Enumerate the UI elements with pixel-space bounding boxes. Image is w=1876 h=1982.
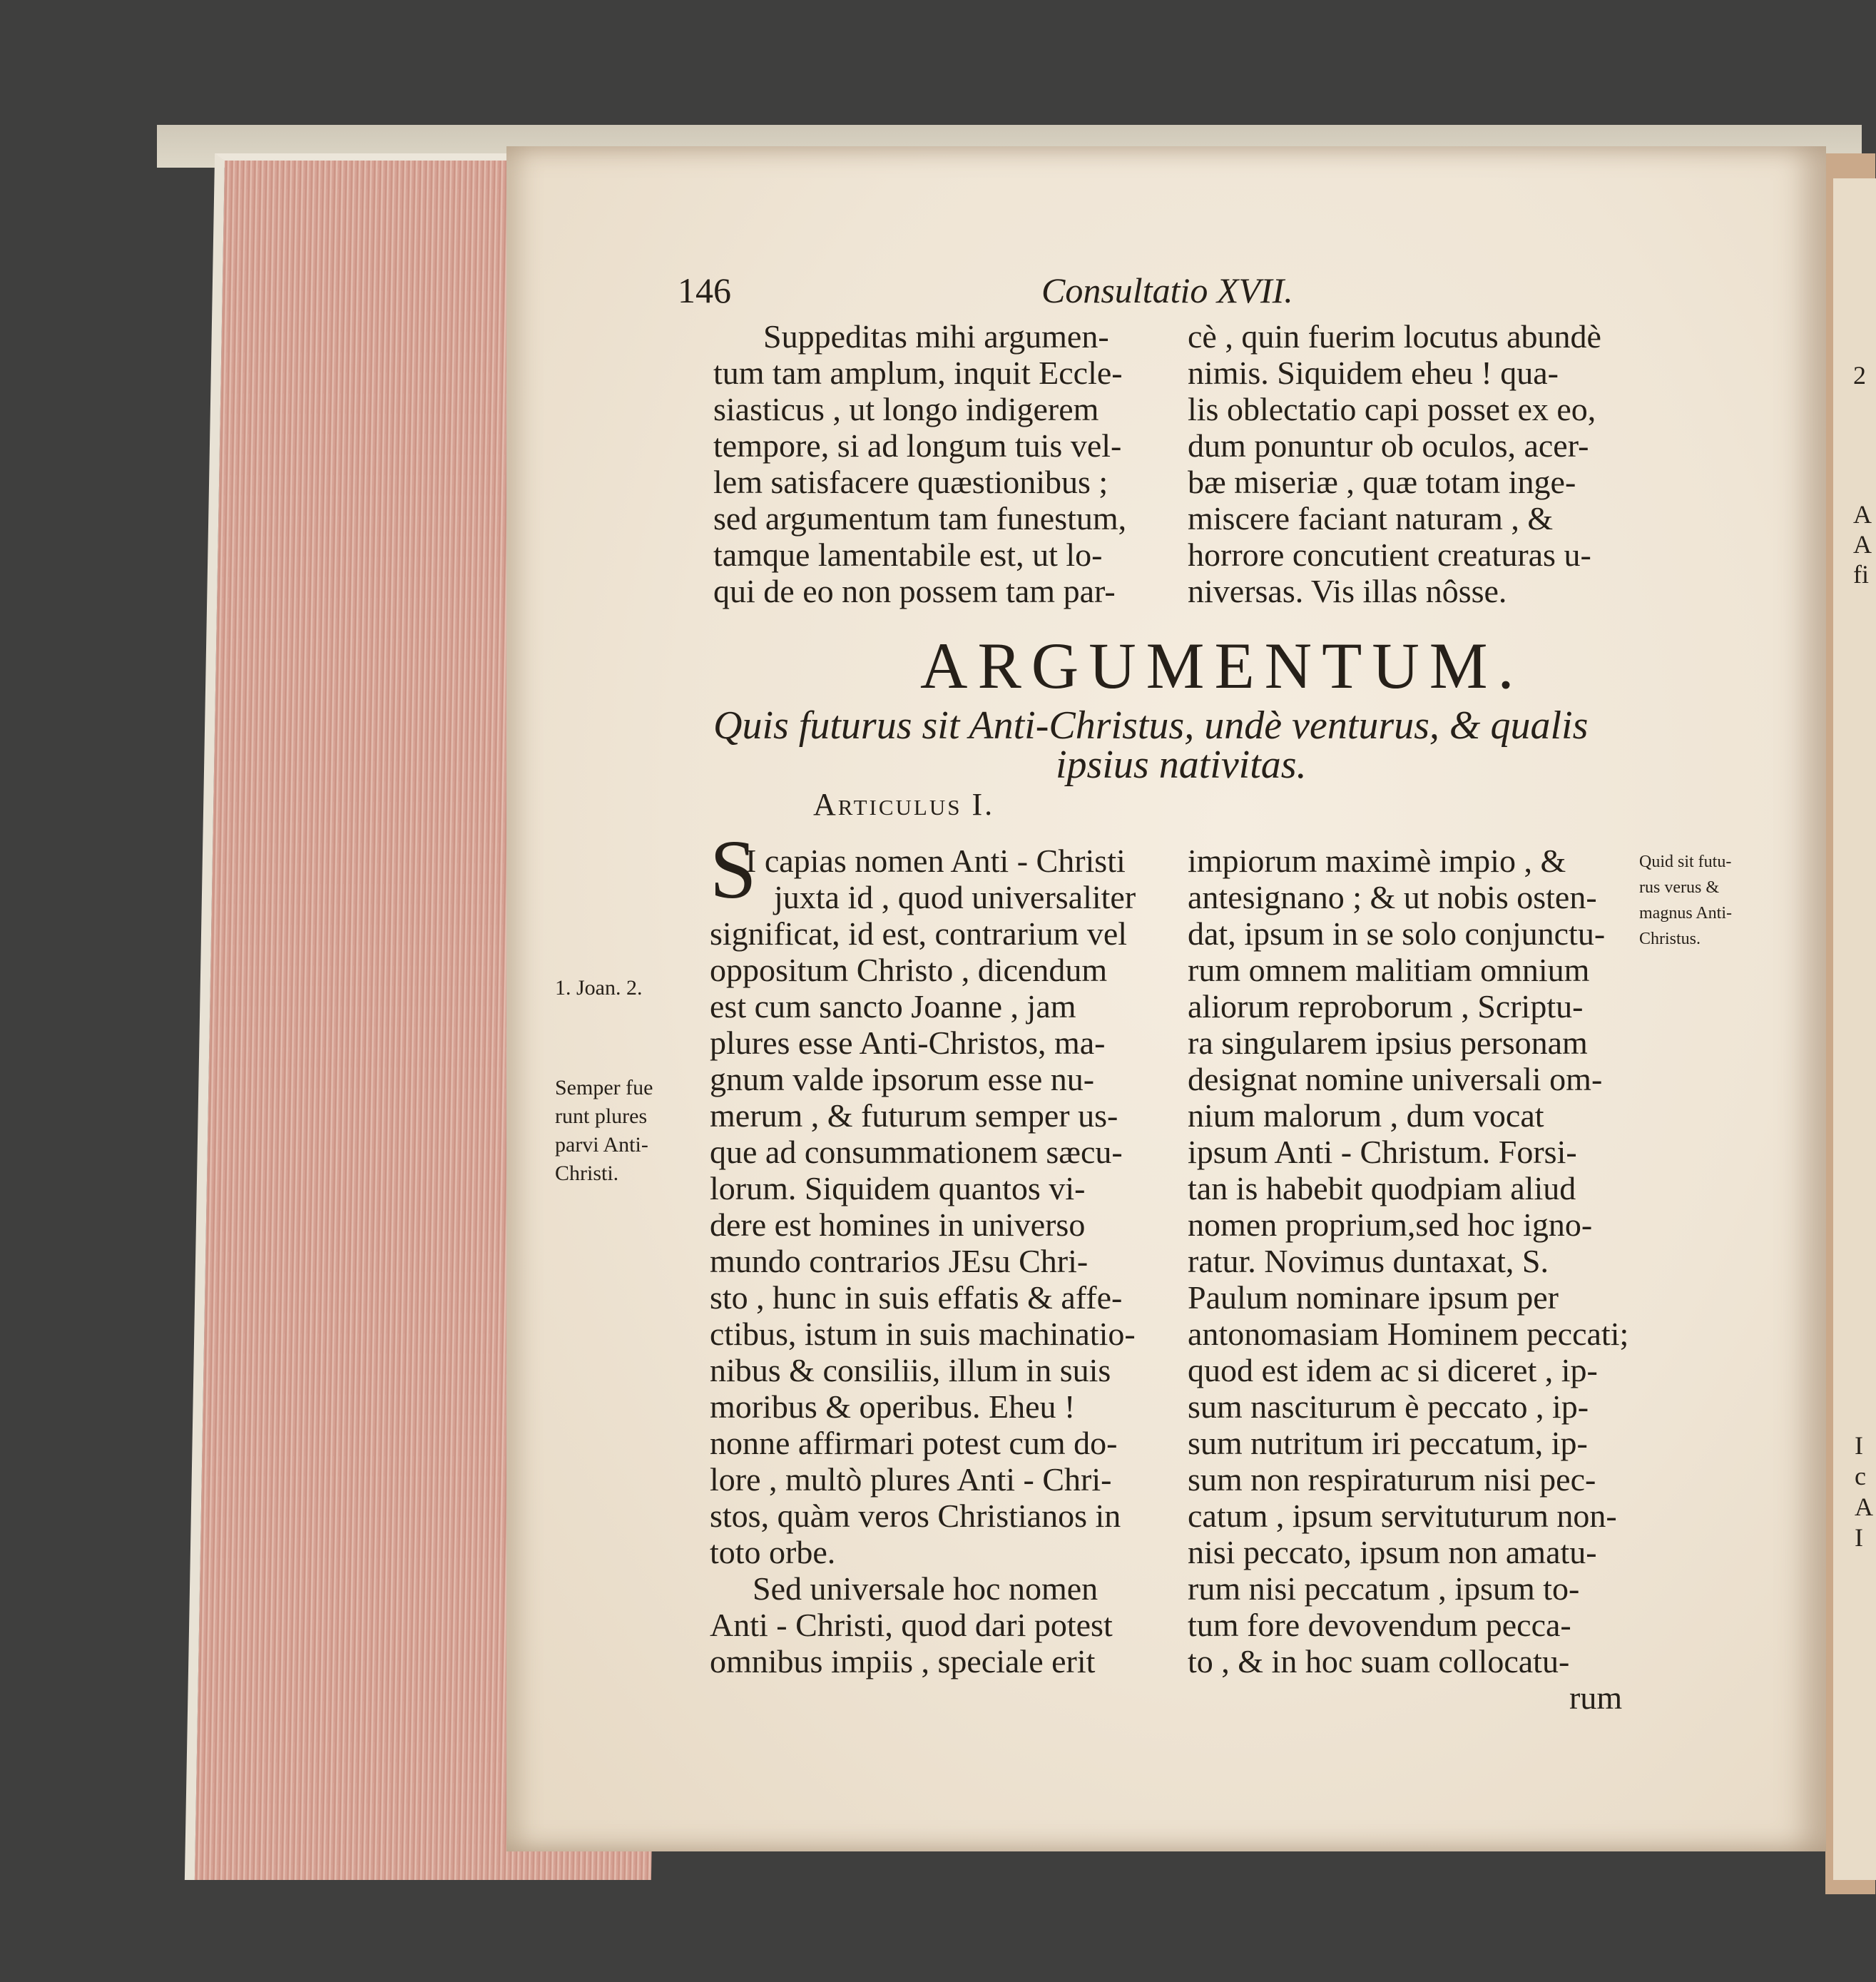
text-line: catum , ipsum servituturum non-: [1188, 1498, 1617, 1534]
text-line: dat, ipsum in se solo conjunctu-: [1188, 915, 1606, 952]
text-line: toto orbe.: [710, 1534, 836, 1570]
text-line: plures esse Anti-Christos, ma-: [710, 1025, 1106, 1061]
text-line: miscere faciant naturam , &: [1188, 500, 1554, 537]
text-line: gnum valde ipsorum esse nu-: [710, 1061, 1095, 1097]
text-line: nomen proprium,sed hoc igno-: [1188, 1206, 1593, 1243]
margin-line: Semper fue: [555, 1076, 653, 1099]
text-line: I capias nomen Anti - Christi: [745, 843, 1126, 879]
margin-reference: 1. Joan. 2.: [555, 976, 643, 1000]
catchword: rum: [1569, 1679, 1623, 1716]
text-line: Sed universale hoc nomen: [753, 1570, 1098, 1607]
text-line: sed argumentum tam funestum,: [713, 500, 1127, 537]
section-title: ARGUMENTUM.: [920, 629, 1524, 702]
text-line: tamque lamentabile est, ut lo-: [713, 537, 1103, 573]
text-line: dum ponuntur ob oculos, acer-: [1188, 427, 1589, 464]
text-line: mundo contrarios JEsu Chri-: [710, 1243, 1089, 1279]
margin-line: parvi Anti-: [555, 1133, 648, 1157]
margin-line: runt plures: [555, 1104, 648, 1128]
text-line: lorum. Siquidem quantos vi-: [710, 1170, 1086, 1206]
text-line: ctibus, istum in suis machinatio-: [710, 1316, 1136, 1352]
text-line: nium malorum , dum vocat: [1188, 1097, 1544, 1134]
text-line: designat nomine universali om-: [1188, 1061, 1603, 1097]
margin-line: rus verus &: [1639, 878, 1719, 897]
running-title: Consultatio XVII.: [1041, 270, 1293, 310]
text-line: nimis. Siquidem eheu ! qua-: [1188, 355, 1559, 391]
intro-left-column: [713, 317, 1163, 610]
text-line: rum omnem malitiam omnium: [1188, 952, 1590, 988]
text-line: to , & in hoc suam collocatu-: [1188, 1643, 1570, 1679]
page-number: 146: [678, 270, 731, 310]
body-right-column: [1188, 842, 1644, 1741]
facing-page-edge: [1833, 178, 1876, 1880]
text-line: ipsum Anti - Christum. Forsi-: [1188, 1134, 1577, 1170]
margin-note-right: [1639, 849, 1760, 963]
facing-page-fragment: A: [1853, 500, 1872, 529]
facing-page-fragment: c: [1855, 1462, 1866, 1490]
text-line: lore , multò plures Anti - Chri-: [710, 1461, 1112, 1498]
text-line: nisi peccato, ipsum non amatu-: [1188, 1534, 1597, 1570]
text-line: tum tam amplum, inquit Eccle-: [713, 355, 1123, 391]
margin-line: Quid sit futu-: [1639, 853, 1732, 871]
text-line: omnibus impiis , speciale erit: [710, 1643, 1096, 1679]
text-line: stos, quàm veros Christianos in: [710, 1498, 1121, 1534]
margin-line: Christus.: [1639, 930, 1701, 948]
text-line: Paulum nominare ipsum per: [1188, 1279, 1559, 1316]
body-left-column: [710, 842, 1159, 1698]
text-line: ra singularem ipsius personam: [1188, 1025, 1588, 1061]
facing-page-fragment: I: [1855, 1523, 1863, 1552]
text-line: lem satisfacere quæstionibus ;: [713, 464, 1108, 500]
text-line: horrore concutient creaturas u-: [1188, 537, 1591, 573]
margin-line: magnus Anti-: [1639, 904, 1732, 923]
text-line: est cum sancto Joanne , jam: [710, 988, 1076, 1025]
facing-page-fragment: A: [1853, 530, 1872, 559]
text-line: significat, id est, contrarium vel: [710, 915, 1128, 952]
text-line: niversas. Vis illas nôsse.: [1188, 573, 1507, 609]
text-line: tan is habebit quodpiam aliud: [1188, 1170, 1576, 1206]
facing-page-fragment: 2: [1853, 361, 1866, 390]
text-line: ratur. Novimus duntaxat, S.: [1188, 1243, 1549, 1279]
margin-line: Christi.: [555, 1162, 619, 1185]
text-line: siasticus , ut longo indigerem: [713, 391, 1099, 427]
margin-note-left: [555, 1074, 683, 1195]
text-line: rum nisi peccatum , ipsum to-: [1188, 1570, 1580, 1607]
text-line: oppositum Christo , dicendum: [710, 952, 1108, 988]
text-line: Anti - Christi, quod dari potest: [710, 1607, 1113, 1643]
text-line: sum non respiraturum nisi pec-: [1188, 1461, 1596, 1498]
text-line: juxta id , quod universaliter: [774, 879, 1136, 915]
intro-right-column: [1188, 317, 1644, 610]
text-line: bæ miseriæ , quæ totam inge-: [1188, 464, 1576, 500]
text-line: tempore, si ad longum tuis vel-: [713, 427, 1122, 464]
text-line: que ad consummationem sæcu-: [710, 1134, 1123, 1170]
facing-page-fragment: fi: [1853, 560, 1869, 589]
section-subtitle-line1: Quis futurus sit Anti-Christus, undè venturus, & qualis: [713, 703, 1589, 748]
section-subtitle-line2: ipsius nativitas.: [1056, 743, 1307, 787]
facing-page-fragment: A: [1855, 1493, 1873, 1521]
text-line: antesignano ; & ut nobis osten-: [1188, 879, 1597, 915]
drop-cap: S: [710, 823, 757, 916]
text-line: cè , quin fuerim locutus abundè: [1188, 318, 1601, 355]
text-line: Suppeditas mihi argumen-: [763, 318, 1109, 355]
text-line: merum , & futurum semper us-: [710, 1097, 1118, 1134]
text-line: quod est idem ac si diceret , ip-: [1188, 1352, 1598, 1388]
text-line: nibus & consiliis, illum in suis: [710, 1352, 1111, 1388]
article-heading: Articulus I.: [813, 787, 995, 822]
text-line: aliorum reproborum , Scriptu-: [1188, 988, 1584, 1025]
text-line: sto , hunc in suis effatis & affe-: [710, 1279, 1123, 1316]
text-line: sum nutritum iri peccatum, ip-: [1188, 1425, 1588, 1461]
text-line: antonomasiam Hominem peccati;: [1188, 1316, 1629, 1352]
text-line: impiorum maximè impio , &: [1188, 843, 1566, 879]
text-line: dere est homines in universo: [710, 1206, 1086, 1243]
text-line: lis oblectatio capi posset ex eo,: [1188, 391, 1596, 427]
text-line: nonne affirmari potest cum do-: [710, 1425, 1118, 1461]
facing-page-fragment: I: [1855, 1431, 1863, 1460]
text-line: tum fore devovendum pecca-: [1188, 1607, 1571, 1643]
text-line: moribus & operibus. Eheu !: [710, 1388, 1076, 1425]
text-line: sum nasciturum è peccato , ip-: [1188, 1388, 1589, 1425]
text-line: qui de eo non possem tam par-: [713, 573, 1116, 609]
